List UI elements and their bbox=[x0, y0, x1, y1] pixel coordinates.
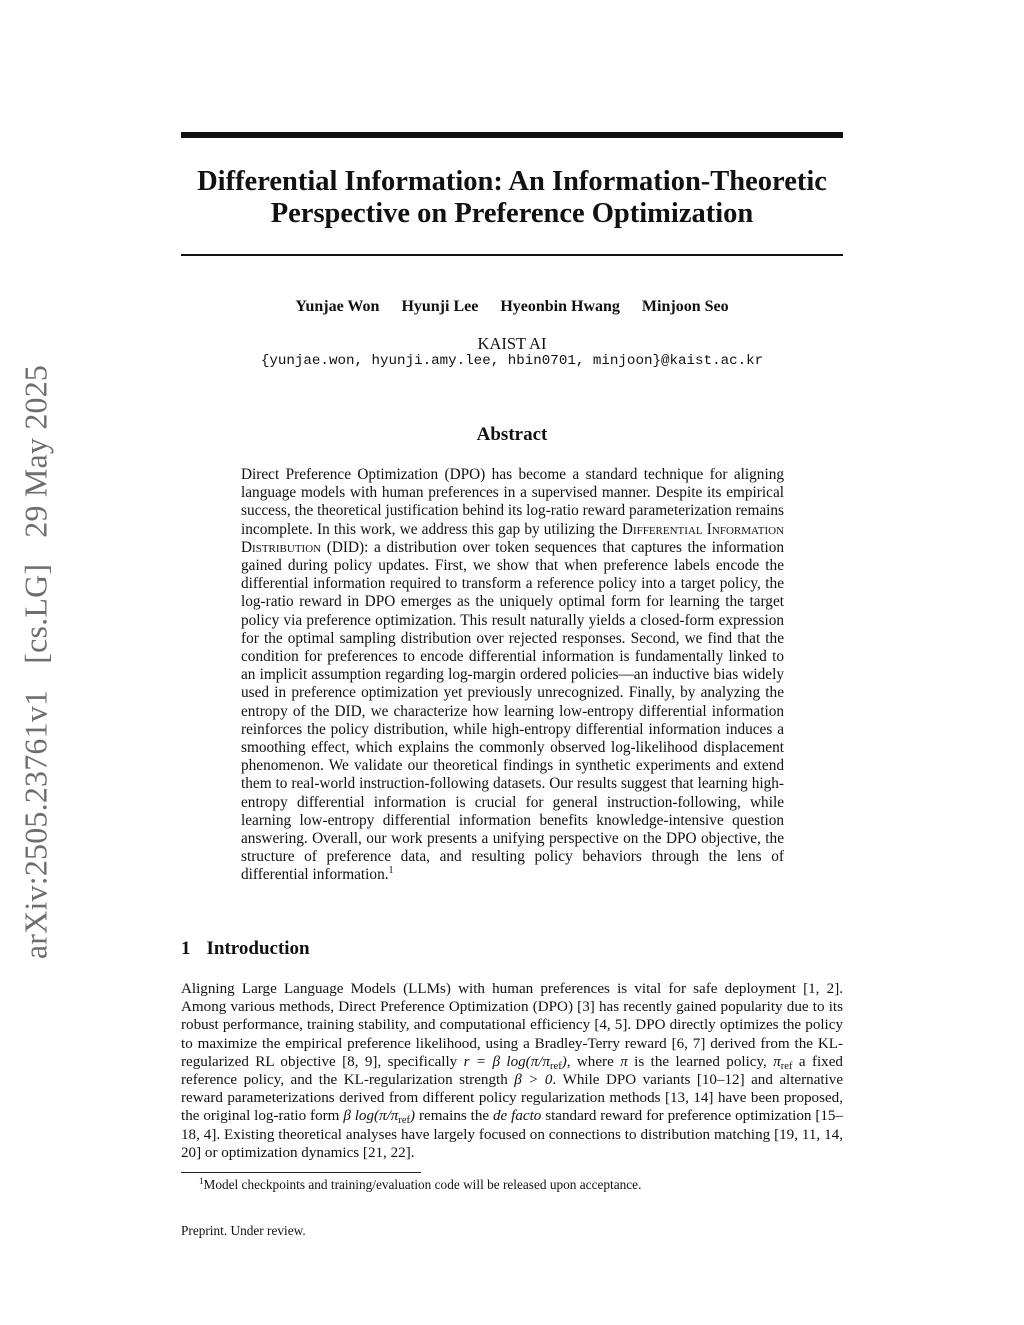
did-term: Differential Information Distribution bbox=[241, 520, 785, 556]
footnote-text: Model checkpoints and training/evaluation code will be released upon acceptance. bbox=[203, 1177, 642, 1192]
abstract-text-part-1: Direct Preference Optimization (DPO) has become a standard technique for aligning language models with human preferences in a supervised manner. Despite its empirical success, the theoretical justification behind its log-ratio reward parameterization remains incomplete. In this work, we address this gap by utilizing the bbox=[241, 466, 784, 538]
reward-formula: r = β $\log(\pi/\pi_{ref})$ bbox=[463, 1053, 567, 1072]
author-emails: {yunjae.won, hyunji.amy.lee, hbin0701, minjoon}@kaist.ac.kr bbox=[260, 353, 764, 369]
intro-text: Aligning Large Language Models (LLMs) with human preferences is vital for safe deployment [1, 2]. Among various methods, Direct Preference Optimization (DPO) [3] has recently gained popularity due to its robust performance, training stability, and computational efficiency [4, 5]. DPO directly optimizes the policy to maximize the empirical preference likelihood, using a Bradley-Terry reward [6, 7] derived from the KL-regularized RL objective [8, 9], specifically bbox=[181, 981, 843, 1070]
de-facto-phrase: de facto bbox=[493, 1108, 542, 1125]
preprint-note: Preprint. Under review. bbox=[181, 1223, 306, 1238]
arxiv-date: 29 May 2025 bbox=[17, 364, 54, 538]
abstract-heading: Abstract bbox=[476, 424, 548, 445]
footnote-marker[interactable]: 1 bbox=[388, 865, 394, 877]
title-line-2: Perspective on Preference Optimization bbox=[270, 198, 754, 229]
author-name: Hyunji Lee bbox=[401, 298, 479, 315]
section-title: Introduction bbox=[206, 938, 310, 959]
footnote-number: 1 bbox=[199, 1176, 204, 1186]
introduction-paragraph bbox=[181, 980, 843, 1162]
section-number: 1 bbox=[181, 938, 191, 959]
log-ratio-formula: β $\log(\pi/\pi_{ref})$ bbox=[343, 1108, 416, 1127]
beta-formula: β > 0 bbox=[514, 1072, 553, 1089]
intro-text: remains the bbox=[418, 1108, 490, 1125]
introduction-body bbox=[181, 980, 843, 1162]
author-name: Minjoon Seo bbox=[641, 298, 729, 315]
author-list bbox=[181, 298, 843, 316]
paper-title bbox=[181, 166, 843, 230]
pi-ref-symbol: $\pi_{ref}$ bbox=[773, 1053, 793, 1072]
abstract-paragraph bbox=[241, 466, 784, 885]
arxiv-id: arXiv:2505.23761v1 bbox=[17, 689, 54, 960]
author-name: Hyeonbin Hwang bbox=[500, 298, 620, 315]
intro-text: , where bbox=[566, 1053, 614, 1070]
intro-text: a fixed reference policy, and the KL-regularization strength bbox=[181, 1053, 843, 1089]
intro-text: standard reward for preference optimization [15–18, 4]. Existing theoretical analyses have largely focused on connections to distribution matching [19, 11, 14, 20] or optimization dynamics [21, 22]. bbox=[181, 1108, 843, 1161]
pi-symbol: π bbox=[620, 1053, 628, 1070]
footnote-rule bbox=[181, 1172, 421, 1173]
intro-text: . While DPO variants [10–12] and alternative reward parameterizations derived from different policy regularization methods [13, 14] have been proposed, the original log-ratio form bbox=[181, 1072, 844, 1125]
abstract-body bbox=[241, 466, 784, 885]
arxiv-category: [cs.LG] bbox=[17, 563, 54, 664]
author-name: Yunjae Won bbox=[295, 298, 380, 315]
intro-text: is the learned policy, bbox=[634, 1053, 767, 1070]
footnote bbox=[199, 1177, 641, 1193]
affiliation: KAIST AI bbox=[477, 334, 547, 353]
title-line-1: Differential Information: An Information-Theoretic bbox=[197, 166, 827, 197]
abstract-text-part-2: (DID): a distribution over token sequences that captures the information gained during policy updates. First, we show that when preference labels encode the differential information required to transform a reference policy into a target policy, the log-ratio reward in DPO emerges as the uniquely optimal form for learning the target policy via preference optimization. This result naturally yields a closed-form expression for the optimal sampling distribution over rejected responses. Second, we find that the condition for preferences to encode differential information is fundamentally linked to an implicit assumption regarding log-margin ordered policies—an inductive bias widely used in preference optimization yet previously unrecognized. Finally, by analyzing the entropy of the DID, we characterize how learning low-entropy differential information reinforces the policy distribution, while high-entropy differential information induces a smoothing effect, which explains the commonly observed log-likelihood displacement phenomenon. We validate our theoretical findings in synthetic experiments and extend them to real-world instruction-following datasets. Our results suggest that learning high-entropy differential information is crucial for general instruction-following, while learning low-entropy differential information benefits knowledge-intensive question answering. Overall, our work presents a unifying perspective on the DPO objective, the structure of preference data, and resulting policy behaviors through the lens of differential information. bbox=[241, 538, 785, 884]
section-heading-introduction bbox=[181, 938, 310, 960]
title-bottom-rule bbox=[181, 254, 843, 256]
title-top-rule bbox=[181, 132, 843, 138]
arxiv-identifier-stamp bbox=[18, 365, 55, 959]
